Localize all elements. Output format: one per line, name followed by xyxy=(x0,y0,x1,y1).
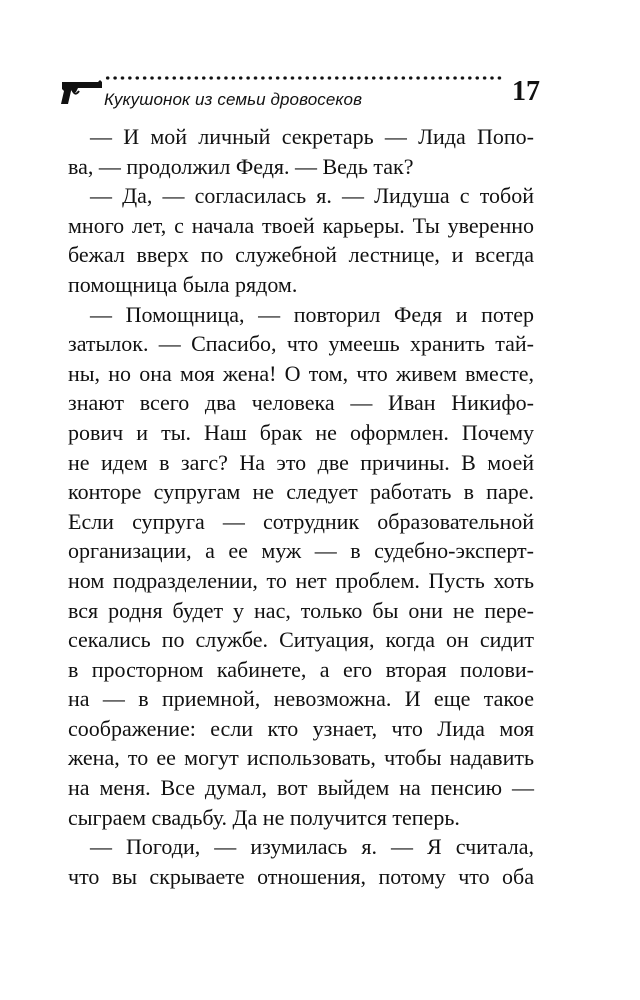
text-line: затылок. — Спасибо, что умеешь хранить тай- xyxy=(68,331,534,357)
text-line: организации, а ее муж — в судебно-эксперт- xyxy=(68,538,534,564)
text-line: на меня. Все думал, вот выйдем на пенсию — xyxy=(68,775,534,801)
text-line: жена, то ее могут использовать, чтобы надавить xyxy=(68,745,534,771)
running-title: Кукушонок из семьи дровосеков xyxy=(104,90,363,109)
paragraph xyxy=(68,832,534,891)
text-line: вся родня будет у нас, только бы они не пере- xyxy=(68,597,534,623)
text-line: ва, — продолжил Федя. — Ведь так? xyxy=(68,153,414,179)
pistol-icon xyxy=(60,78,102,106)
text-line: рович и ты. Наш брак не оформлен. Почему xyxy=(68,419,534,445)
text-line: — И мой личный секретарь — Лида Попо- xyxy=(90,124,534,149)
text-line: секались по службе. Ситуация, когда он сидит xyxy=(68,627,534,653)
text-line: — Да, — согласилась я. — Лидуша с тобой xyxy=(90,183,534,209)
paragraph xyxy=(68,181,534,299)
text-line: что вы скрываете отношения, потому что оба xyxy=(68,863,534,889)
text-line: в просторном кабинете, а его вторая полови- xyxy=(68,656,534,682)
paragraph xyxy=(68,300,534,833)
text-line: — Погоди, — изумилась я. — Я считала, xyxy=(90,834,534,860)
text-line: помощница была рядом. xyxy=(68,271,298,297)
text-line: бежал вверх по служебной лестнице, и всегда xyxy=(68,242,534,268)
dotted-rule xyxy=(104,74,504,82)
text-line: соображение: если кто узнает, что Лида моя xyxy=(68,715,534,741)
text-line: знают всего два человека — Иван Никифо- xyxy=(68,390,534,416)
text-line: сыграем свадьбу. Да не получится теперь. xyxy=(68,804,460,830)
page-header xyxy=(60,68,540,118)
text-line: не идем в загс? На это две причины. В моей xyxy=(68,449,534,475)
paragraph xyxy=(68,122,534,181)
text-line: — Помощница, — повторил Федя и потер xyxy=(90,301,534,327)
text-line: на — в приемной, невозможна. И еще такое xyxy=(68,686,534,712)
text-line: ны, но она моя жена! О том, что живем вместе, xyxy=(68,360,534,386)
text-line: конторе супругам не следует работать в паре. xyxy=(68,479,534,505)
text-line: много лет, с начала твоей карьеры. Ты уверенно xyxy=(68,212,534,238)
page-number: 17 xyxy=(512,76,540,107)
text-body xyxy=(68,122,534,891)
text-line: ном подразделении, то нет проблем. Пусть хоть xyxy=(68,567,534,593)
text-line: Если супруга — сотрудник образовательной xyxy=(68,508,534,534)
